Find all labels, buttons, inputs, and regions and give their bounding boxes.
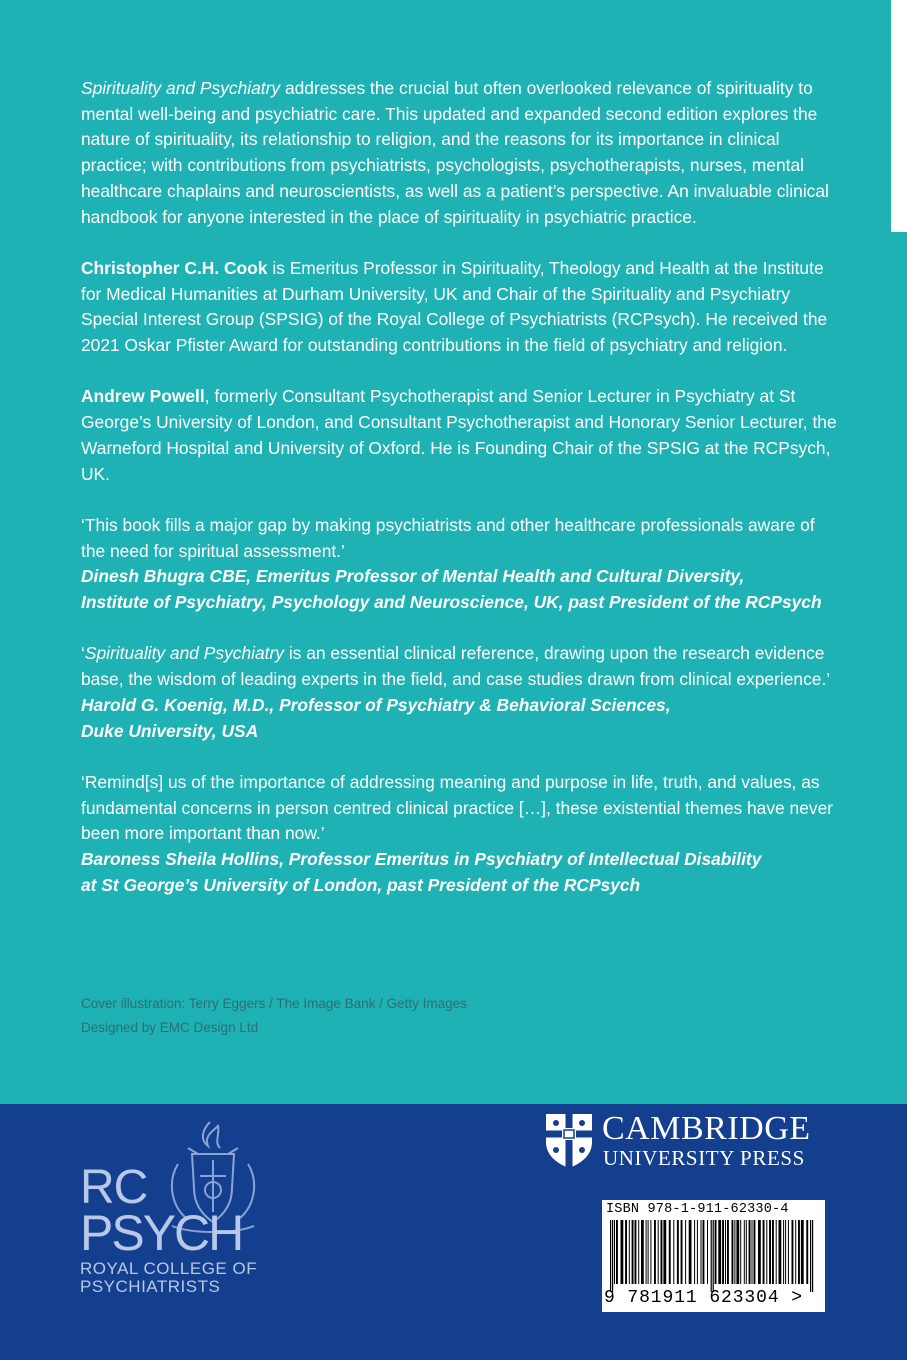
- cover-credits: [81, 996, 467, 1044]
- design-credit: Designed by EMC Design Ltd: [81, 1020, 259, 1035]
- cambridge-shield-icon: [544, 1112, 594, 1170]
- endorsement-quote: [81, 513, 841, 616]
- quote-attribution: Harold G. Koenig, M.D., Professor of Psychiatry & Behavioral Sciences,: [81, 694, 671, 715]
- quote-attribution: Institute of Psychiatry, Psychology and Neuroscience, UK, past President of the RCPsych: [81, 592, 822, 613]
- rcpsych-psych: PSYCH: [80, 1205, 243, 1261]
- quote-attribution: at St George’s University of London, past President of the RCPsych: [81, 874, 641, 895]
- barcode-bars: [610, 1220, 816, 1292]
- publisher-band: [0, 1104, 907, 1360]
- quote-text: ‘This book fills a major gap by making psychiatrists and other healthcare professionals aware of the need for spiritual assessment.’: [81, 514, 815, 561]
- rcpsych-rc: RC: [80, 1161, 148, 1214]
- book-blurb: [81, 76, 841, 230]
- page-edge-strip: [891, 0, 907, 232]
- quote-open-mark: ‘: [81, 643, 85, 664]
- rcpsych-logo: [80, 1161, 258, 1296]
- author-bio-cook: [81, 256, 841, 359]
- isbn-barcode: [602, 1200, 825, 1312]
- endorsement-quote: [81, 641, 841, 744]
- endorsement-quote: [81, 770, 841, 899]
- back-cover-text: [81, 76, 841, 924]
- author-bio-text: , formerly Consultant Psychotherapist and Senior Lecturer in Psychiatry at St George’s University of London, and Consultant Psychotherapist and Honorary Senior Lecturer, the Warneford Hospital and University of Oxford. He is Founding Chair of the SPSIG at the RCPsych, UK.: [81, 386, 837, 484]
- blurb-text: addresses the crucial but often overlooked relevance of spirituality to mental well-being and psychiatric care. This updated and expanded second edition explores the nature of spirituality, its relationship to religion, and the reasons for its importance in clinical practice; with contributions from psychiatrists, psychologists, psychotherapists, nurses, mental healthcare chaplains and neuroscientists, as well as a patient’s perspective. An invaluable clinical handbook for anyone interested in the place of spirituality in psychiatric practice.: [81, 78, 829, 227]
- quote-text: ‘Remind[s] us of the importance of addressing meaning and purpose in life, truth, and values, as fundamental concerns in person centred clinical practice […], these existential themes have never been more important than now.’: [81, 771, 834, 844]
- author-bio-text: is Emeritus Professor in Spirituality, Theology and Health at the Institute for Medical Humanities at Durham University, UK and Chair of the Spirituality and Psychiatry Special Interest Group (SPSIG) of the Royal College of Psychiatrists (RCPsych). He received the 2021 Oskar Pfister Award for outstanding contributions in the field of psychiatry and religion.: [81, 257, 828, 356]
- rcpsych-sub2: PSYCHIATRISTS: [80, 1277, 221, 1296]
- quote-attribution: Duke University, USA: [81, 720, 259, 741]
- quote-book-title: Spirituality and Psychiatry: [84, 643, 284, 664]
- author-name: Andrew Powell: [81, 386, 205, 407]
- quote-attribution: Dinesh Bhugra CBE, Emeritus Professor of Mental Health and Cultural Diversity,: [81, 566, 745, 587]
- rcpsych-sub1: ROYAL COLLEGE OF: [80, 1259, 258, 1278]
- author-name: Christopher C.H. Cook: [81, 257, 268, 278]
- isbn-text: ISBN 978-1-911-62330-4: [606, 1202, 789, 1217]
- illustration-credit: Cover illustration: Terry Eggers / The Image Bank / Getty Images: [81, 996, 467, 1011]
- blurb-title: Spirituality and Psychiatry: [81, 78, 281, 98]
- cambridge-line1: CAMBRIDGE: [602, 1110, 811, 1147]
- cambridge-line2: UNIVERSITY PRESS: [603, 1146, 805, 1170]
- quote-attribution: Baroness Sheila Hollins, Professor Emeritus in Psychiatry of Intellectual Disability: [81, 849, 762, 870]
- barcode-digits: 9 781911 623304 >: [604, 1288, 803, 1308]
- author-bio-powell: [81, 384, 841, 487]
- quote-text: is an essential clinical reference, drawing upon the research evidence base, the wisdom of leading experts in the field, and case studies drawn from clinical experience.’: [81, 643, 831, 690]
- cambridge-logo-text: [602, 1112, 811, 1170]
